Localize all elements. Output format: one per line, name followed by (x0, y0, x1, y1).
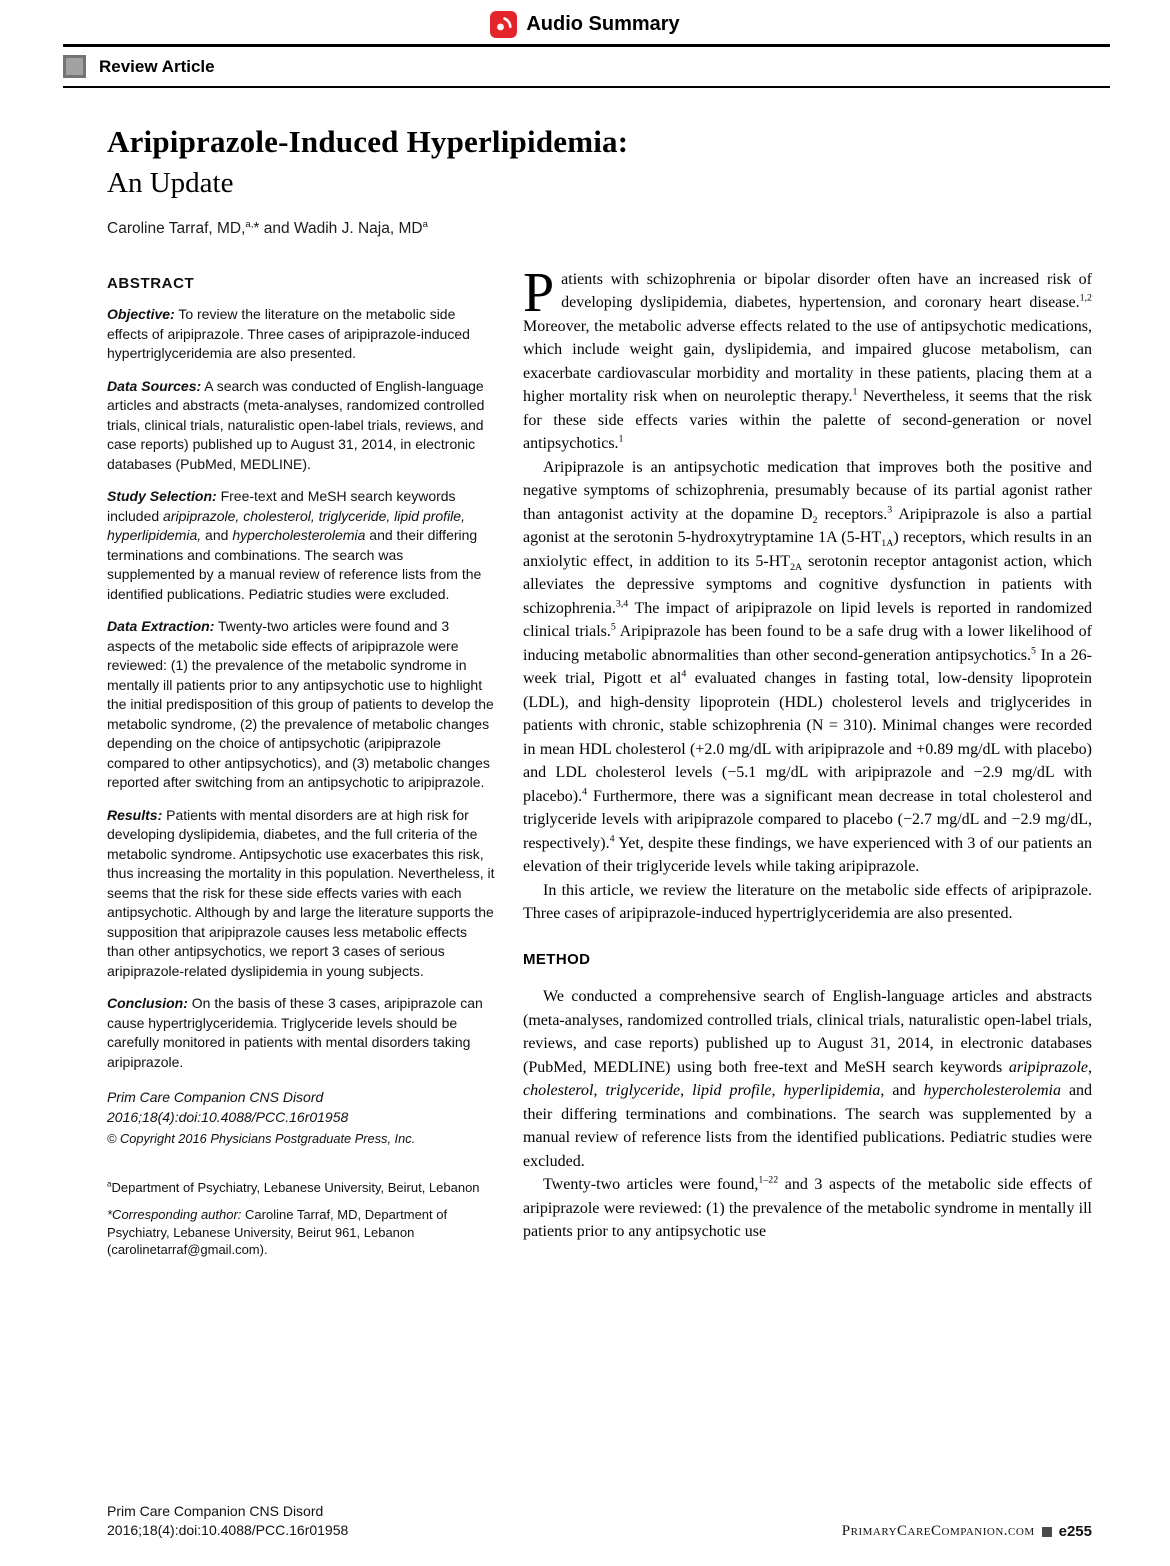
journal-citation: Prim Care Companion CNS Disord 2016;18(4):doi:10.4088/PCC.16r01958 (107, 1089, 349, 1125)
abstract-sections (107, 305, 495, 1072)
abstract-section-label: Data Extraction: (107, 618, 215, 634)
footer-page-number: e255 (1058, 1523, 1092, 1540)
review-article-icon (63, 55, 86, 78)
abstract-section-text: Free-text and MeSH search keywords included aripiprazole, cholesterol, triglyceride, lipid profile, hyperlipidemia, and hypercholesterolemia and their differing terminations and combinations. The search was supplemented by a manual review of reference lists from the identified publications. Pediatric studies were excluded. (107, 488, 482, 602)
abstract-section-label: Study Selection: (107, 488, 217, 504)
divider-top-thin (63, 86, 1110, 88)
top-banner (0, 0, 1170, 40)
intro-paragraph-2: Aripiprazole is an antipsychotic medication that improves both the positive and negative symptoms of schizophrenia, presumably because of its partial agonist rather than antagonist activity at the dopamine $D_2$ receptors.$^3$ Aripiprazole is also a partial agonist at the serotonin 5-hydroxytryptamine 1A $(5-HT_{1A})$ receptors, which results in an anxiolytic effect, in addition to its $5-HT_{2A}$ serotonin receptor antagonist action, which alleviates the depressive symptoms and cognitive dysfunction in patients with schizophrenia.$^{3,4}$ The impact of aripiprazole on lipid levels is reported in randomized clinical trials.$^5$ Aripiprazole has been found to be a safe drug with a lower likelihood of inducing metabolic abnormalities than other second-generation antipsychotics.$^5$ In a 26-week trial, Pigott et $al^4$ evaluated changes in fasting total, low-density lipoprotein (LDL), and high-density lipoprotein (HDL) cholesterol levels and triglycerides in patients with chronic, stable schizophrenia (N = 310). Minimal changes were recorded in mean HDL cholesterol (+2.0 mg/dL with aripiprazole and +0.89 mg/dL with placebo) and LDL cholesterol levels (−5.1 mg/dL with aripiprazole and −2.9 mg/dL with placebo).$^4$ Furthermore, there was a significant mean decrease in total cholesterol and triglyceride levels with aripiprazole compared to placebo (−2.7 mg/dL and −2.9 mg/dL, respectively).$^4$ Yet, despite these findings, we have experienced with 3 of our patients an elevation of their triglyceride levels while taking aripiprazole. (523, 458, 1093, 875)
corresponding-author-note: *Corresponding author: Caroline Tarraf, MD, Department of Psychiatry, Lebanese University, Beirut 961, Lebanon (carolinetarraf@gmail.com). (107, 1207, 448, 1257)
dropcap: P (523, 261, 555, 324)
intro-paragraph-1-text: atients with schizophrenia or bipolar disorder often have an increased risk of developing dyslipidemia, diabetes, hypertension, and coronary heart disease.$^{1,2}$ Moreover, the metabolic adverse effects related to the use of antipsychotic medications, which include weight gain, dyslipidemia, and impaired glucose metabolism, can exacerbate cardiovascular morbidity and mortality in these patients, placing them at a higher mortality risk when on neuroleptic therapy.$^1$ Nevertheless, it seems that the risk for these side effects varies within the palette of second-generation or novel antipsychotics.$^1$ (523, 270, 1092, 452)
article-title: Aripiprazole-Induced Hyperlipidemia: (107, 123, 629, 159)
audio-summary-link[interactable] (490, 11, 679, 38)
abstract-section (107, 994, 495, 1072)
abstract-section-text: On the basis of these 3 cases, aripiprazole can cause hypertriglyceridemia. Triglyceride levels should be carefully monitored in patients with mental disorders taking aripiprazole. (107, 995, 483, 1070)
two-column-layout (107, 261, 1093, 1269)
affiliation-note: $^a$Department of Psychiatry, Lebanese University, Beirut, Lebanon (107, 1179, 480, 1195)
article-type-label: Review Article (99, 56, 215, 76)
abstract-section (107, 617, 495, 793)
footer-citation-line1: Prim Care Companion CNS Disord (107, 1503, 324, 1519)
footnotes (107, 1179, 495, 1259)
abstract-heading: ABSTRACT (107, 274, 195, 292)
article-subtitle: An Update (107, 166, 234, 199)
article-type-row (63, 55, 1110, 78)
abstract-column (107, 268, 495, 1269)
footer-square-icon (1042, 1527, 1052, 1537)
footer-citation (107, 1502, 348, 1540)
abstract-section-label: Data Sources: (107, 377, 202, 394)
page-footer (107, 1502, 1092, 1540)
abstract-section-label: Results: (107, 806, 163, 823)
abstract-section-text: To review the literature on the metabolic side effects of aripiprazole. Three cases of aripiprazole-induced hypertriglyceridemia are also presented. (107, 306, 470, 361)
article-title-block (107, 122, 1110, 204)
intro-paragraph-3: In this article, we review the literature on the metabolic side effects of aripiprazole. Three cases of aripiprazole-induced hypertriglyceridemia are also presented. (523, 881, 1092, 922)
divider-top-thick (63, 44, 1110, 47)
abstract-section (107, 806, 495, 982)
footer-citation-line2: 2016;18(4):doi:10.4088/PCC.16r01958 (107, 1522, 349, 1538)
abstract-section-label: Objective: (107, 306, 175, 322)
intro-paragraph-1 (523, 261, 1092, 456)
abstract-section-label: Conclusion: (107, 995, 188, 1011)
main-text-column (523, 261, 1093, 1269)
abstract-section (107, 487, 495, 604)
abstract-section-text: Patients with mental disorders are at high risk for developing dyslipidemia, diabetes, and the full criteria of the metabolic syndrome. Antipsychotic use exacerbates this risk, thus increasing the mortality in this population. Nevertheless, it seems that the risk for these side effects varies with each antipsychotic. Although by and large the literature supports the supposition that aripiprazole causes less metabolic effects than other antipsychotics, we report 3 cases of serious aripiprazole-related dyslipidemia in young subjects. (107, 806, 495, 979)
abstract-section (107, 377, 495, 475)
authors-line: Caroline Tarraf, MD,$^{a,}$* and Wadih J. Naja, $MD^a$ (107, 218, 428, 237)
method-paragraph-2: Twenty-two articles were found,$^{1-22}$ and 3 aspects of the metabolic side effects of aripiprazole were reviewed: (1) the prevalence of the metabolic syndrome in mentally ill patients prior to any antipsychotic use (523, 1174, 1092, 1240)
footer-site-block (842, 1523, 1092, 1540)
method-paragraph-1: We conducted a comprehensive search of English-language articles and abstracts (meta-analyses, randomized controlled trials, clinical trials, naturalistic open-label trials, reviews, and case reports) published up to August 31, 2014, in electronic databases (PubMed, MEDLINE) using both free-text and MeSH search keywords aripiprazole, cholesterol, triglyceride, lipid profile, hyperlipidemia, and hypercholesterolemia and their differing terminations and combinations. The search was supplemented by a manual review of reference lists from the identified publications. Pediatric studies were excluded. (523, 988, 1093, 1170)
abstract-section-text: A search was conducted of English-language articles and abstracts (meta-analyses, randomized controlled trials, clinical trials, naturalistic open-label trials, reviews, and case reports) published up to August 31, 2014, in electronic databases (PubMed, MEDLINE). (107, 377, 485, 472)
audio-summary-label: Audio Summary (526, 12, 680, 35)
abstract-section (107, 305, 495, 364)
copyright-line: © Copyright 2016 Physicians Postgraduate Press, Inc. (107, 1131, 416, 1146)
footer-site-name: PrimaryCareCompanion.com (841, 1523, 1035, 1539)
audio-summary-icon (490, 11, 517, 38)
method-heading: METHOD (523, 950, 591, 968)
abstract-section-text: Twenty-two articles were found and 3 aspects of the metabolic side effects of aripiprazole were reviewed: (1) the prevalence of the metabolic syndrome in mentally ill patients prior to any antipsychotic use to highlight the initial predisposition of this group of patients to develop the metabolic syndrome, (2) the prevalence of metabolic changes depending on the choice of antipsychotic (aripiprazole compared to other antipsychotics), and (3) metabolic changes reported after switching from an antipsychotic to aripiprazole. (107, 618, 494, 790)
